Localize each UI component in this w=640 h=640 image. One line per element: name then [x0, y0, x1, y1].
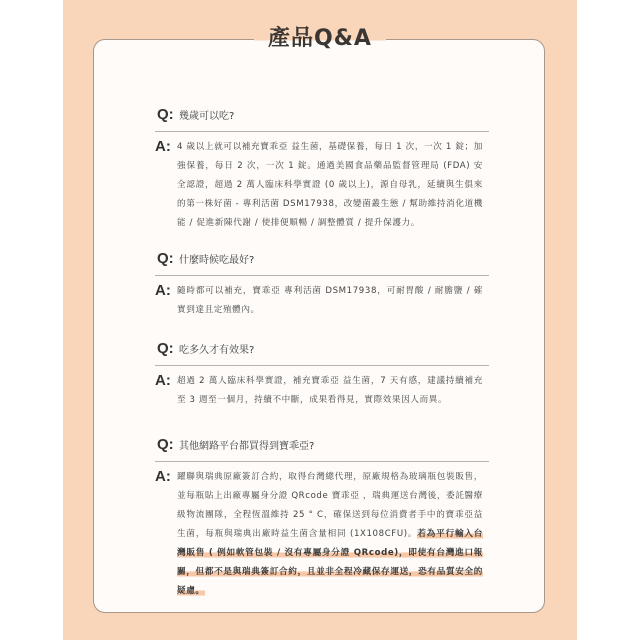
question-text: 其他網路平台都買得到寶乖亞?	[179, 441, 315, 452]
question-text: 什麼時候吃最好?	[179, 255, 255, 266]
question-row	[155, 340, 489, 360]
answer-row	[155, 372, 489, 410]
page-title: 產品Q&A	[254, 22, 386, 56]
question-label: Q:	[157, 340, 174, 357]
answer-text-plain: 躍聯與瑞典原廠簽訂合約，取得台灣總代理，原廠規格為玻璃瓶包裝販售，並每瓶貼上出廠專屬身分證 QRcode 寶乖亞 ，瑞典運送台灣後，委託醫療級物流團隊，全程恆溫維持 25 ° C，確保送到每位消費者手中的寶乖亞益生菌，每瓶與瑞典出廠時益生菌含量相同 (1X108CFU)。	[177, 472, 483, 539]
question-row	[155, 106, 489, 126]
divider	[155, 461, 489, 462]
question-label: Q:	[157, 436, 174, 453]
question-label: Q:	[157, 250, 174, 267]
question-text: 吃多久才有效果?	[179, 345, 255, 356]
question-row	[155, 436, 489, 456]
answer-text: 4 歲以上就可以補充寶乖亞 益生菌，基礎保養，每日 1 次，一次 1 錠；加強保養，每日 2 次，一次 1 錠。通過美國食品藥品監督管理局 (FDA) 安全認證，超過 2 萬人臨床科學實證 (0 歲以上)，源自母乳，延續與生俱來的第一株好菌 - 專利活菌 DSM17938，改變菌叢生態 / 幫助維持消化道機能 / 促進新陳代謝 / 使排便順暢 / 調整體質 / 提升保護力。	[177, 142, 483, 228]
answer-text: 隨時都可以補充，寶乖亞 專利活菌 DSM17938，可耐胃酸 / 耐膽鹽 / 確實到達且定殖體內。	[177, 286, 483, 315]
question-label: Q:	[157, 106, 174, 123]
question-text: 幾歲可以吃?	[179, 111, 235, 122]
answer-text	[177, 468, 483, 601]
faq-item-timing	[155, 250, 489, 320]
question-row	[155, 250, 489, 270]
divider	[155, 275, 489, 276]
divider	[155, 131, 489, 132]
answer-label: A:	[155, 282, 171, 299]
answer-label: A:	[155, 138, 171, 155]
answer-row	[155, 468, 489, 601]
divider	[155, 365, 489, 366]
title-wrap	[0, 22, 640, 56]
answer-row	[155, 138, 489, 233]
faq-item-other-platforms	[155, 436, 489, 601]
answer-text-highlight: 若為平行輸入台灣販售 ( 例如軟管包裝 / 沒有專屬身分證 QRcode)，即使有台灣進口報關，但都不是與瑞典簽訂合約，且並非全程冷藏保存運送，恐有品質安全的疑慮。	[177, 529, 484, 596]
faq-item-age	[155, 106, 489, 233]
answer-text: 超過 2 萬人臨床科學實證，補充寶乖亞 益生菌，7 天有感，建議持續補充至 3 週至一個月，持續不中斷，成果看得見，實際效果因人而異。	[177, 376, 483, 405]
answer-label: A:	[155, 372, 171, 389]
answer-row	[155, 282, 489, 320]
faq-item-effect	[155, 340, 489, 410]
answer-label: A:	[155, 468, 171, 485]
